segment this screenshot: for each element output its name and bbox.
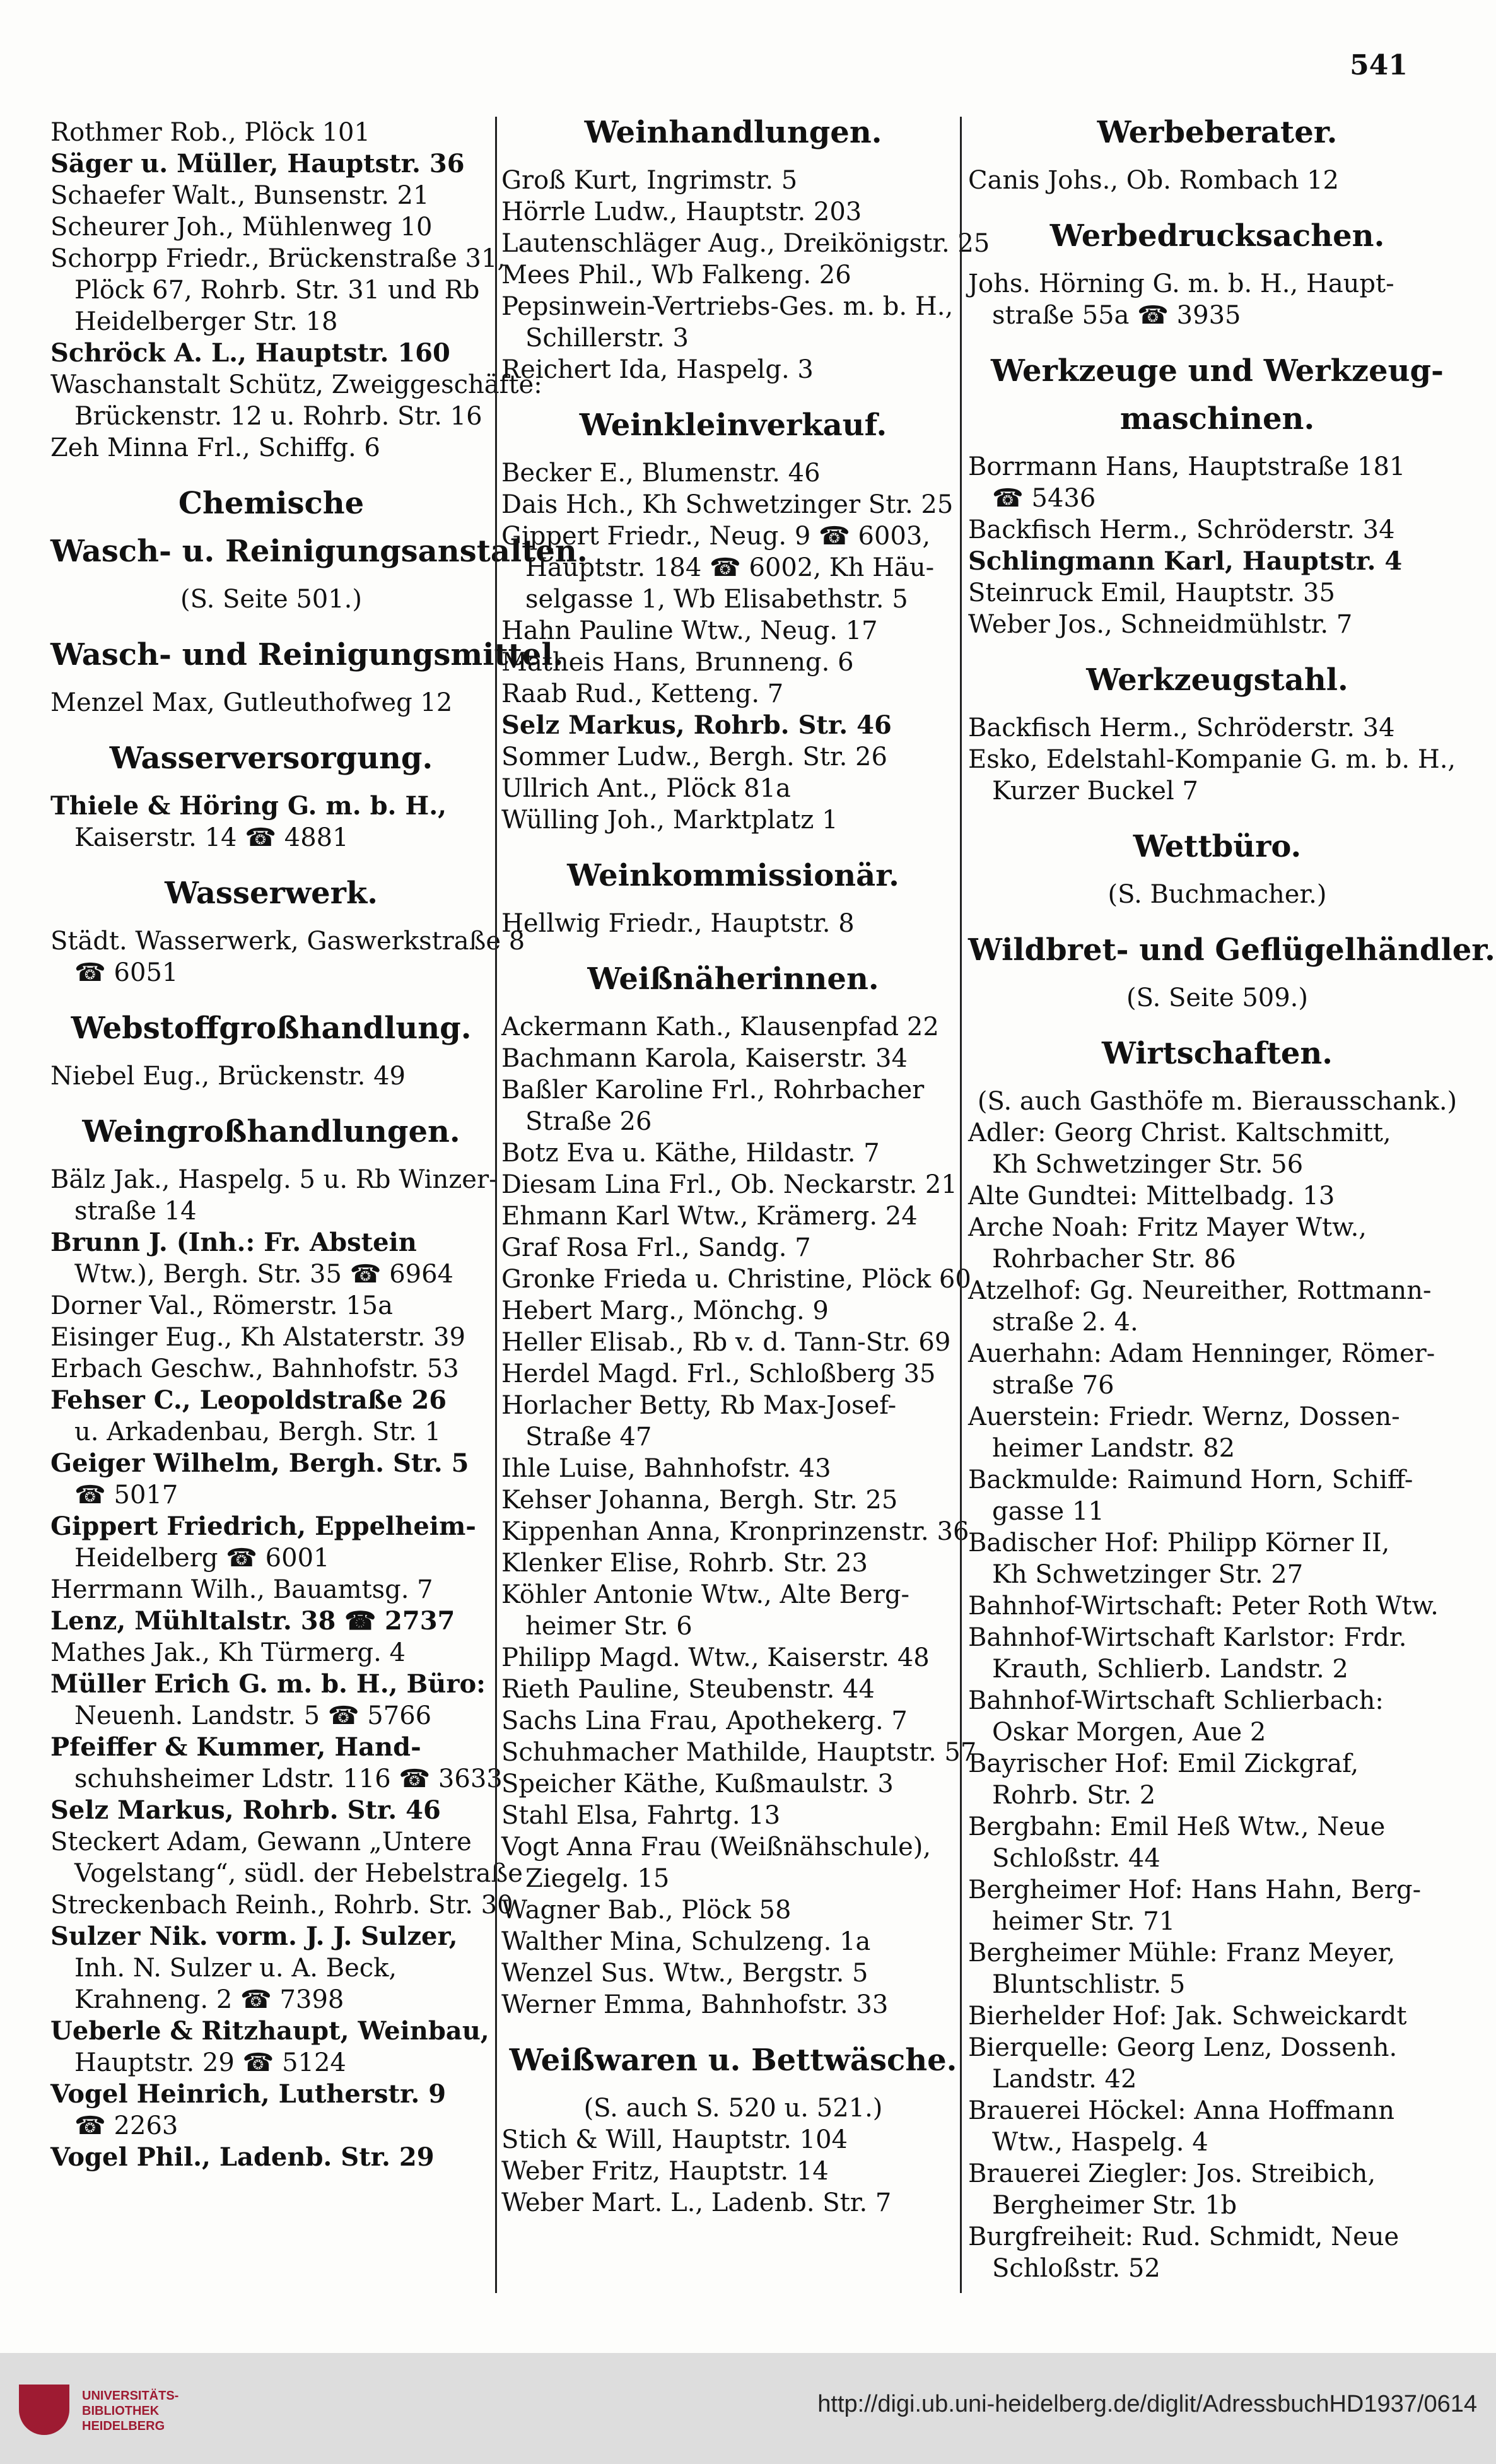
listing-entry: Vogel Heinrich, Lutherstr. 9 [50,2079,447,2109]
listing-entry: Diesam Lina Frl., Ob. Neckarstr. 21 [501,1170,957,1199]
listing-entry: Thiele & Höring G. m. b. H., [50,791,447,821]
logo-text: UNIVERSITÄTS- BIBLIOTHEK HEIDELBERG [82,2389,179,2433]
listing-entry: Bergheimer Mühle: Franz Meyer, [968,1939,1396,1968]
section-heading: Werkzeugstahl. [1086,662,1348,698]
listing-entry: Botz Eva u. Käthe, Hildastr. 7 [501,1139,880,1168]
listing-continuation: Bergheimer Str. 1b [992,2191,1237,2220]
listing-entry: Selz Markus, Rohrb. Str. 46 [50,1795,441,1825]
listing-entry: Matheis Hans, Brunneng. 6 [501,648,854,677]
cross-reference: (S. Seite 509.) [1126,983,1308,1012]
listing-entry: Brauerei Höckel: Anna Hoffmann [968,2096,1395,2125]
listing-entry: Dais Hch., Kh Schwetzinger Str. 25 [501,490,954,519]
listing-continuation: ☎ 6051 [74,958,178,987]
listing-entry: Horlacher Betty, Rb Max-Josef- [501,1391,897,1420]
listing-entry: Borrmann Hans, Hauptstraße 181 [968,452,1406,481]
listing-continuation: Rohrb. Str. 2 [992,1781,1156,1810]
listing-entry: Werner Emma, Bahnhofstr. 33 [501,1990,889,2019]
listing-entry: Speicher Käthe, Kußmaulstr. 3 [501,1769,894,1798]
cross-reference: (S. Seite 501.) [180,585,362,614]
section-heading: maschinen. [1119,401,1315,437]
listing-entry: Auerhahn: Adam Henninger, Römer- [968,1339,1435,1368]
listing-continuation: Straße 47 [525,1423,652,1452]
listing-entry: Raab Rud., Ketteng. 7 [501,679,784,708]
listing-continuation: Rohrbacher Str. 86 [992,1245,1236,1274]
listing-entry: Bierquelle: Georg Lenz, Dossenh. [968,2033,1398,2062]
listing-entry: Gippert Friedr., Neug. 9 ☎ 6003, [501,522,931,551]
page-number: 541 [1350,49,1408,81]
section-heading: Wirtschaften. [1102,1036,1333,1071]
listing-entry: Vogt Anna Frau (Weißnähschule), [501,1833,932,1862]
listing-entry: Heller Elisab., Rb v. d. Tann-Str. 69 [501,1328,951,1357]
listing-continuation: Landstr. 42 [992,2065,1137,2094]
listing-entry: Reichert Ida, Haspelg. 3 [501,355,814,384]
listing-entry: Bergheimer Hof: Hans Hahn, Berg- [968,1875,1422,1904]
listing-continuation: schuhsheimer Ldstr. 116 ☎ 3633 [74,1764,503,1793]
listing-continuation: Oskar Morgen, Aue 2 [992,1718,1266,1747]
section-heading: Wildbret- und Geflügelhändler. [968,932,1495,968]
listing-entry: Sulzer Nik. vorm. J. J. Sulzer, [50,1921,458,1951]
listing-entry: Groß Kurt, Ingrimstr. 5 [501,166,798,195]
listing-entry: Backfisch Herm., Schröderstr. 34 [968,713,1395,742]
listing-entry: Lenz, Mühltalstr. 38 ☎ 2737 [50,1606,455,1636]
listing-entry: Rieth Pauline, Steubenstr. 44 [501,1675,875,1704]
listing-entry: Steinruck Emil, Hauptstr. 35 [968,578,1335,607]
listing-entry: Graf Rosa Frl., Sandg. 7 [501,1233,811,1262]
listing-continuation: Wtw., Haspelg. 4 [992,2128,1208,2157]
listing-entry: Herdel Magd. Frl., Schloßberg 35 [501,1359,936,1388]
listing-entry: Kehser Johanna, Bergh. Str. 25 [501,1486,898,1515]
section-heading: Weingroßhandlungen. [82,1114,460,1149]
listing-entry: Wenzel Sus. Wtw., Bergstr. 5 [501,1959,868,1988]
listing-entry: Hebert Marg., Mönchg. 9 [501,1296,829,1325]
listing-entry: Säger u. Müller, Hauptstr. 36 [50,149,465,179]
section-heading: Werbedrucksachen. [1049,218,1385,254]
listing-continuation: straße 55a ☎ 3935 [992,301,1241,330]
listing-continuation: straße 2. 4. [992,1308,1138,1337]
listing-entry: Becker E., Blumenstr. 46 [501,459,821,488]
listing-entry: Backfisch Herm., Schröderstr. 34 [968,515,1395,544]
listing-continuation: Heidelberger Str. 18 [74,307,338,336]
listing-entry: Geiger Wilhelm, Bergh. Str. 5 [50,1448,469,1478]
listing-continuation: Neuenh. Landstr. 5 ☎ 5766 [74,1701,432,1730]
listing-entry: Hörrle Ludw., Hauptstr. 203 [501,197,862,226]
listing-entry: Pfeiffer & Kummer, Hand- [50,1732,421,1762]
listing-continuation: selgasse 1, Wb Elisabethstr. 5 [525,585,908,614]
listing-entry: Ihle Luise, Bahnhofstr. 43 [501,1454,831,1483]
listing-entry: Ueberle & Ritzhaupt, Weinbau, [50,2016,489,2046]
listing-continuation: Brückenstr. 12 u. Rohrb. Str. 16 [74,402,482,431]
listing-entry: Lautenschläger Aug., Dreikönigstr. 25 [501,229,990,258]
listing-entry: Bierhelder Hof: Jak. Schweickardt [968,2002,1407,2031]
listing-continuation: straße 14 [74,1197,197,1226]
column-3 [968,115,1495,2284]
listing-entry: Brauerei Ziegler: Jos. Streibich, [968,2159,1376,2188]
listing-entry: Ackermann Kath., Klausenpfad 22 [501,1012,939,1041]
listing-entry: Stich & Will, Hauptstr. 104 [501,2125,848,2154]
listing-entry: Klenker Elise, Rohrb. Str. 23 [501,1549,868,1578]
listing-entry: Ullrich Ant., Plöck 81a [501,774,791,803]
listing-entry: Städt. Wasserwerk, Gaswerkstraße 8 [50,927,525,956]
listing-continuation: Ziegelg. 15 [525,1864,670,1893]
listing-entry: Baßler Karoline Frl., Rohrbacher [501,1076,925,1105]
listing-entry: Niebel Eug., Brückenstr. 49 [50,1062,406,1091]
cross-reference: (S. Buchmacher.) [1107,880,1327,909]
listing-entry: Ehmann Karl Wtw., Krämerg. 24 [501,1202,918,1231]
listing-entry: Arche Noah: Fritz Mayer Wtw., [968,1213,1367,1242]
listing-continuation: Krahneng. 2 ☎ 7398 [74,1985,344,2014]
listing-entry: Mees Phil., Wb Falkeng. 26 [501,261,851,290]
section-heading: Weißnäherinnen. [587,961,879,997]
listing-continuation: Hauptstr. 184 ☎ 6002, Kh Häu- [525,553,935,582]
section-heading: Wasch- u. Reinigungsanstalten. [50,534,588,569]
listing-entry: Weber Jos., Schneidmühlstr. 7 [968,610,1353,639]
shield-icon [19,2385,69,2435]
listing-continuation: heimer Str. 71 [992,1907,1176,1936]
listing-entry: Atzelhof: Gg. Neureither, Rottmann- [968,1276,1432,1305]
listing-entry: Eisinger Eug., Kh Alstaterstr. 39 [50,1323,465,1352]
listing-entry: Sommer Ludw., Bergh. Str. 26 [501,742,887,771]
listing-entry: Wagner Bab., Plöck 58 [501,1896,792,1925]
listing-entry: Burgfreiheit: Rud. Schmidt, Neue [968,2222,1400,2251]
section-heading: Chemische [178,486,365,521]
listing-entry: Canis Johs., Ob. Rombach 12 [968,166,1339,195]
listing-entry: Rothmer Rob., Plöck 101 [50,118,370,147]
section-heading: Weinkommissionär. [567,858,899,893]
listing-entry: Sachs Lina Frau, Apothekerg. 7 [501,1706,908,1735]
section-heading: Wettbüro. [1133,829,1302,864]
source-url-link[interactable]: http://digi.ub.uni-heidelberg.de/diglit/AdressbuchHD1937/0614 [817,2391,1477,2417]
listing-continuation: straße 76 [992,1371,1114,1400]
listing-entry: Weber Mart. L., Ladenb. Str. 7 [501,2188,892,2217]
listing-continuation: Plöck 67, Rohrb. Str. 31 und Rb [74,276,480,305]
listing-continuation: Schillerstr. 3 [525,324,689,353]
footer-bar [0,2353,1496,2464]
listing-entry: Walther Mina, Schulzeng. 1a [501,1927,871,1956]
listing-entry: Bälz Jak., Haspelg. 5 u. Rb Winzer- [50,1165,498,1194]
listing-entry: Gronke Frieda u. Christine, Plöck 60 [501,1265,971,1294]
listing-continuation: heimer Str. 6 [525,1612,692,1641]
listing-entry: Schlingmann Karl, Hauptstr. 4 [968,546,1403,576]
listing-entry: Köhler Antonie Wtw., Alte Berg- [501,1580,909,1609]
listing-entry: Mathes Jak., Kh Türmerg. 4 [50,1638,406,1667]
listing-entry: Dorner Val., Römerstr. 15a [50,1291,393,1320]
listing-entry: Backmulde: Raimund Horn, Schiff- [968,1465,1413,1494]
column-1 [50,117,588,2173]
listing-entry: Alte Gundtei: Mittelbadg. 13 [968,1182,1335,1211]
listing-entry: Schorpp Friedr., Brückenstraße 31, [50,244,506,273]
listing-entry: Schuhmacher Mathilde, Hauptstr. 57 [501,1738,977,1767]
section-heading: Werbeberater. [1097,115,1338,150]
listing-entry: Bachmann Karola, Kaiserstr. 34 [501,1044,908,1073]
listing-entry: Kippenhan Anna, Kronprinzenstr. 36 [501,1517,969,1546]
listing-entry: Wülling Joh., Marktplatz 1 [501,806,838,835]
listing-entry: Vogel Phil., Ladenb. Str. 29 [50,2142,435,2172]
listing-continuation: Inh. N. Sulzer u. A. Beck, [74,1954,397,1983]
listing-entry: Streckenbach Reinh., Rohrb. Str. 30 [50,1891,513,1920]
listing-entry: Scheurer Joh., Mühlenweg 10 [50,213,433,242]
section-heading: Weinhandlungen. [584,115,882,150]
section-heading: Wasserwerk. [165,876,378,911]
listing-entry: Menzel Max, Gutleuthofweg 12 [50,688,453,717]
listing-continuation: Schloßstr. 52 [992,2254,1160,2283]
listing-entry: Selz Markus, Rohrb. Str. 46 [501,710,892,740]
listing-entry: Badischer Hof: Philipp Körner II, [968,1528,1390,1558]
listing-entry: Esko, Edelstahl-Kompanie G. m. b. H., [968,745,1456,774]
library-logo[interactable] [19,2378,208,2441]
listing-entry: Hahn Pauline Wtw., Neug. 17 [501,616,878,645]
listing-continuation: Straße 26 [525,1107,652,1136]
cross-reference: (S. auch S. 520 u. 521.) [583,2094,883,2123]
listing-continuation: Kaiserstr. 14 ☎ 4881 [74,823,349,852]
listing-entry: Pepsinwein-Vertriebs-Ges. m. b. H., [501,292,954,321]
listing-continuation: Kh Schwetzinger Str. 56 [992,1150,1304,1179]
listing-continuation: ☎ 5017 [74,1481,178,1510]
listing-entry: Bahnhof-Wirtschaft: Peter Roth Wtw. [968,1592,1439,1621]
listing-entry: Erbach Geschw., Bahnhofstr. 53 [50,1354,459,1383]
listing-continuation: Schloßstr. 44 [992,1844,1160,1873]
listing-continuation: Vogelstang“, südl. der Hebelstraße [74,1859,523,1888]
listing-entry: Waschanstalt Schütz, Zweiggeschäfte: [50,370,542,399]
listing-entry: Stahl Elsa, Fahrtg. 13 [501,1801,781,1830]
listing-continuation: Kurzer Buckel 7 [992,777,1198,806]
column-2 [501,115,990,2219]
listing-continuation: Hauptstr. 29 ☎ 5124 [74,2048,346,2077]
listing-entry: Herrmann Wilh., Bauamtsg. 7 [50,1575,433,1604]
listing-continuation: u. Arkadenbau, Bergh. Str. 1 [74,1417,441,1446]
listing-continuation: Wtw.), Bergh. Str. 35 ☎ 6964 [74,1260,453,1289]
listing-entry: Gippert Friedrich, Eppelheim- [50,1511,476,1541]
listing-entry: Bahnhof-Wirtschaft Schlierbach: [968,1686,1384,1715]
section-heading: Werkzeuge und Werkzeug- [991,353,1444,389]
listing-entry: Weber Fritz, Hauptstr. 14 [501,2157,829,2186]
listing-entry: Auerstein: Friedr. Wernz, Dossen- [968,1402,1400,1431]
listing-entry: Bergbahn: Emil Heß Wtw., Neue [968,1812,1386,1841]
listing-entry: Brunn J. (Inh.: Fr. Abstein [50,1228,417,1257]
listing-continuation: Kh Schwetzinger Str. 27 [992,1560,1304,1589]
section-heading: Weinkleinverkauf. [579,408,887,443]
listing-entry: Müller Erich G. m. b. H., Büro: [50,1669,486,1699]
listing-entry: Hellwig Friedr., Hauptstr. 8 [501,909,855,938]
listing-continuation: Krauth, Schlierb. Landstr. 2 [992,1655,1348,1684]
section-heading: Webstoffgroßhandlung. [71,1011,472,1046]
listing-entry: Bayrischer Hof: Emil Zickgraf, [968,1749,1359,1778]
listing-continuation: ☎ 2263 [74,2111,178,2140]
listing-entry: Adler: Georg Christ. Kaltschmitt, [968,1118,1391,1147]
listing-entry: Fehser C., Leopoldstraße 26 [50,1385,447,1415]
listing-entry: Johs. Hörning G. m. b. H., Haupt- [968,269,1394,298]
listing-entry: Bahnhof-Wirtschaft Karlstor: Frdr. [968,1623,1407,1652]
section-heading: Wasserversorgung. [109,741,433,776]
section-heading: Wasch- und Reinigungsmittel. [50,637,564,672]
column-divider [960,117,962,2293]
listing-entry: Schröck A. L., Hauptstr. 160 [50,338,450,368]
listing-continuation: Bluntschlistr. 5 [992,1970,1186,1999]
listing-entry: Schaefer Walt., Bunsenstr. 21 [50,181,430,210]
listing-continuation: heimer Landstr. 82 [992,1434,1236,1463]
listing-entry: Philipp Magd. Wtw., Kaiserstr. 48 [501,1643,930,1672]
listing-continuation: Heidelberg ☎ 6001 [74,1544,330,1573]
listing-entry: Zeh Minna Frl., Schiffg. 6 [50,433,380,462]
listing-continuation: ☎ 5436 [992,484,1096,513]
section-heading: Weißwaren u. Bettwäsche. [509,2043,957,2078]
listing-continuation: gasse 11 [992,1497,1104,1526]
listing-entry: Steckert Adam, Gewann „Untere [50,1827,472,1857]
column-divider [495,117,497,2293]
cross-reference: (S. auch Gasthöfe m. Bierausschank.) [977,1087,1458,1116]
